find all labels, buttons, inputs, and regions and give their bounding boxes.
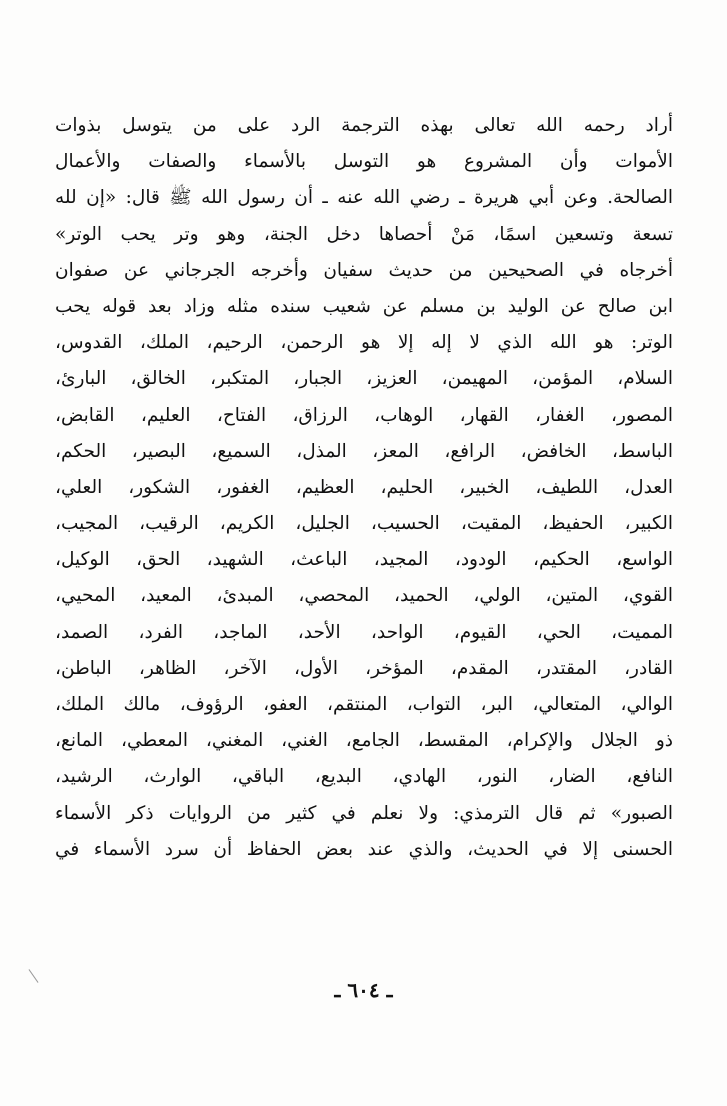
text-line: الصالحة. وعن أبي هريرة ـ رضي الله عنه ـ أن رسول الله ﷺ قال: «إن لله [55, 187, 673, 209]
text-line: الباسط، الخافض، الرافع، المعز، المذل، السميع، البصير، الحكم، [55, 440, 673, 462]
page-number: ـ ٦٠٤ ـ [334, 978, 393, 1002]
text-line: السلام، المؤمن، المهيمن، العزيز، الجبار، المتكبر، الخالق، البارئ، [55, 368, 673, 390]
text-line: الواسع، الحكيم، الودود، المجيد، الباعث، الشهيد، الحق، الوكيل، [55, 549, 673, 571]
text-line: الأموات وأن المشروع هو التوسل بالأسماء والصفات والأعمال [55, 151, 673, 173]
text-line: النافع، الضار، النور، الهادي، البديع، الباقي، الوارث، الرشيد، [55, 766, 673, 788]
text-line: أراد رحمه الله تعالى بهذه الترجمة الرد على من يتوسل بذوات [55, 115, 673, 136]
text-line: أخرجاه في الصحيحين من حديث سفيان وأخرجه الجرجاني عن صفوان [55, 259, 673, 281]
text-line: المميت، الحي، القيوم، الواحد، الأحد، الماجد، الفرد، الصمد، [55, 621, 673, 643]
text-line: القادر، المقتدر، المقدم، المؤخر، الأول، الآخر، الظاهر، الباطن، [55, 657, 673, 679]
text-line: العدل، اللطيف، الخبير، الحليم، العظيم، الغفور، الشكور، العلي، [55, 476, 673, 498]
text-line: تسعة وتسعين اسمًا، مَنْ أحصاها دخل الجنة، وهو وتر يحب الوتر» [55, 223, 673, 245]
body-text [55, 108, 673, 868]
text-line: الحسنى إلا في الحديث، والذي عند بعض الحفاظ أن سرد الأسماء في [55, 838, 673, 860]
text-line: الصبور» ثم قال الترمذي: ولا نعلم في كثير من الروايات ذكر الأسماء [55, 802, 673, 824]
text-line: الوالي، المتعالي، البر، التواب، المنتقم، العفو، الرؤوف، مالك الملك، [55, 694, 673, 715]
text-line: ذو الجلال والإكرام، المقسط، الجامع، الغني، المغني، المعطي، المانع، [55, 730, 673, 752]
text-line: ابن صالح عن الوليد بن مسلم عن شعيب سنده مثله وزاد بعد قوله يحب [55, 295, 673, 317]
text-line: القوي، المتين، الولي، الحميد، المحصي، المبدئ، المعيد، المحيي، [55, 585, 673, 607]
text-line: الوتر: هو الله الذي لا إله إلا هو الرحمن، الرحيم، الملك، القدوس، [55, 332, 673, 354]
text-line: المصور، الغفار، القهار، الوهاب، الرزاق، الفتاح، العليم، القابض، [55, 404, 673, 426]
text-line: الكبير، الحفيظ، المقيت، الحسيب، الجليل، الكريم، الرقيب، المجيب، [55, 513, 673, 535]
